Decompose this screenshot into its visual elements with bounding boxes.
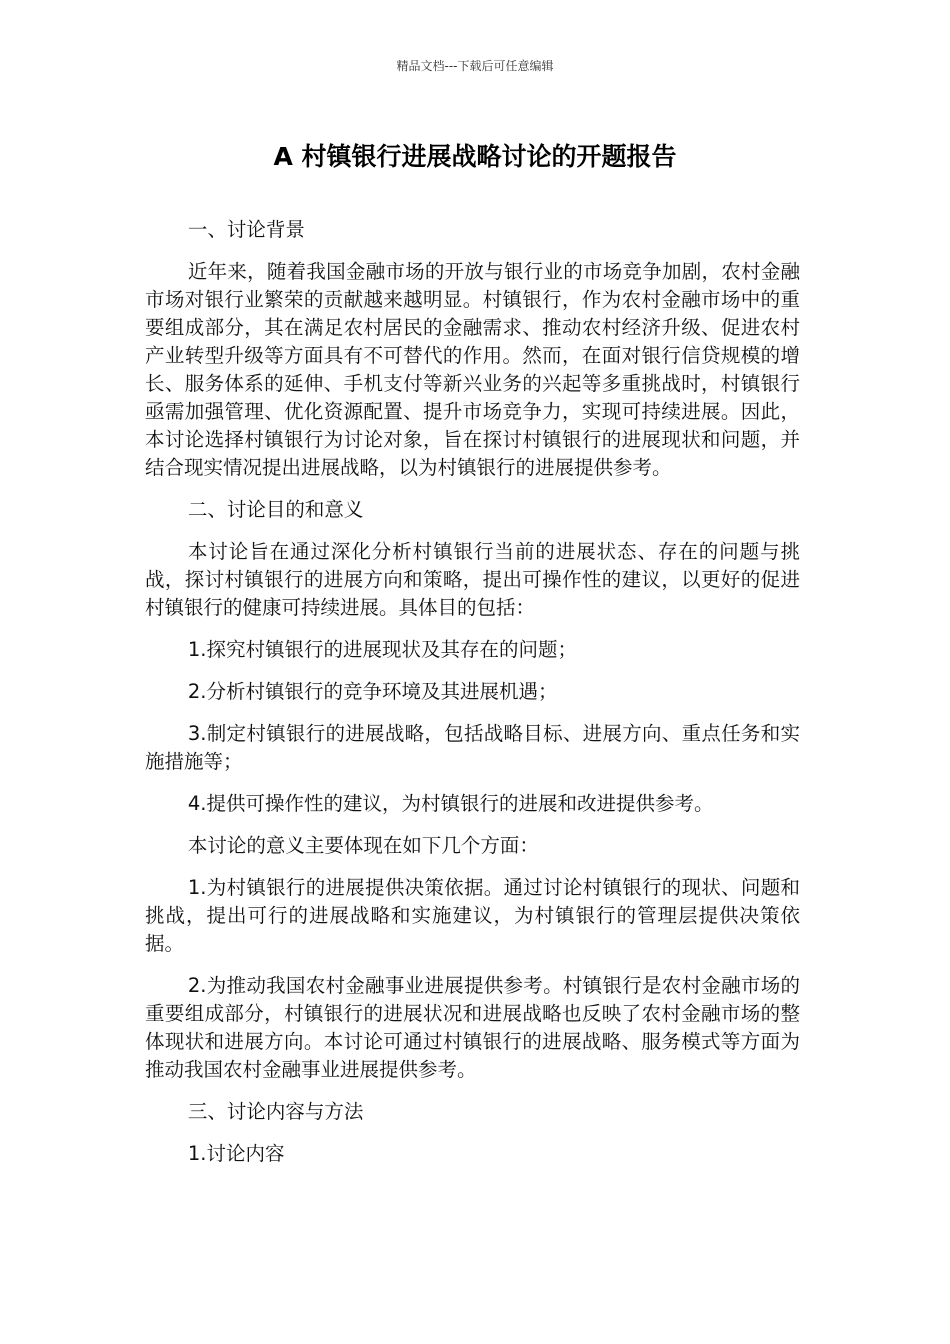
body-paragraph-significance-intro: 本讨论的意义主要体现在如下几个方面： [187,834,539,857]
section-heading-purpose: 二、讨论目的和意义 [187,498,364,521]
header-note: 精品文档---下载后可任意编辑 [396,59,554,73]
body-paragraph-purpose: 本讨论旨在通过深化分析村镇银行当前的进展状态、存在的问题与挑战，探讨村镇银行的进展方向和策略，提出可操作性的建议，以更好的促进村镇银行的健康可持续进展。具体目的包括： [145,540,800,619]
body-paragraph-background: 近年来，随着我国金融市场的开放与银行业的市场竞争加剧，农村金融市场对银行业繁荣的贡献越来越明显。村镇银行，作为农村金融市场中的重要组成部分，其在满足农村居民的金融需求、推动农村经济升级、促进农村产业转型升级等方面具有不可替代的作用。然而，在面对银行信贷规模的增长、服务体系的延伸、手机支付等新兴业务的兴起等多重挑战时，村镇银行亟需加强管理、优化资源配置、提升市场竞争力，实现可持续进展。因此，本讨论选择村镇银行为讨论对象，旨在探讨村镇银行的进展现状和问题，并结合现实情况提出进展战略，以为村镇银行的进展提供参考。 [145,260,800,479]
section-heading-background: 一、讨论背景 [187,218,305,241]
list-item-goal-2: 2.分析村镇银行的竞争环境及其进展机遇； [187,680,558,703]
list-item-significance-2: 2.为推动我国农村金融事业进展提供参考。村镇银行是农村金融市场的重要组成部分，村镇银行的进展状况和进展战略也反映了农村金融市场的整体现状和进展方向。本讨论可通过村镇银行的进展战略、服务模式等方面为推动我国农村金融事业进展提供参考。 [145,974,800,1081]
document-title: A 村镇银行进展战略讨论的开题报告 [273,142,677,171]
subsection-heading-content: 1.讨论内容 [187,1142,285,1165]
list-item-goal-1: 1.探究村镇银行的进展现状及其存在的问题； [187,638,577,661]
document-body [145,216,800,1182]
list-item-goal-3: 3.制定村镇银行的进展战略，包括战略目标、进展方向、重点任务和实施措施等； [145,722,800,773]
section-heading-content-method: 三、讨论内容与方法 [187,1100,364,1123]
list-item-goal-4: 4.提供可操作性的建议，为村镇银行的进展和改进提供参考。 [187,792,714,815]
list-item-significance-1: 1.为村镇银行的进展提供决策依据。通过讨论村镇银行的现状、问题和挑战，提出可行的进展战略和实施建议，为村镇银行的管理层提供决策依据。 [145,876,800,955]
